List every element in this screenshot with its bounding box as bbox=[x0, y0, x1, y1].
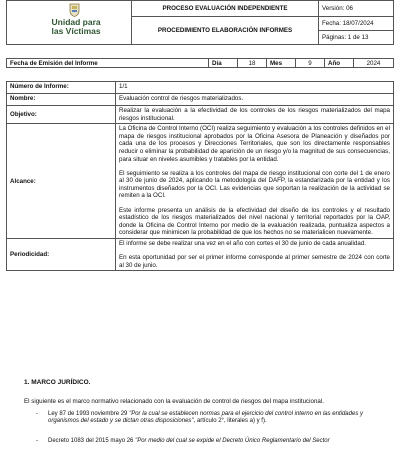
scope-value bbox=[116, 124, 394, 239]
legal-bullet bbox=[36, 411, 376, 425]
periodicity-paragraph: En esta oportunidad por ser el primer informe corresponde al primer semestre de 2024 con corte al 30 de junio. bbox=[119, 254, 390, 269]
coat-of-arms-icon bbox=[69, 3, 80, 17]
bullet-text: Ley 87 de 1993 noviembre 29 "Por la cual se establecen normas para el ejercicio del control interno en las entidades y organismos del estado y se dictan otras disposiciones", artículo 2°, literales a) y f). bbox=[48, 411, 363, 425]
day-label: Día bbox=[209, 59, 238, 68]
objective-label: Objetivo: bbox=[7, 106, 116, 124]
report-name-value: Evaluación control de riesgos materializados. bbox=[116, 94, 394, 106]
bullet-text: Decreto 1083 del 2015 mayo 26 "Por medio del cual se expide el Decreto Único Reglamentario del Sector bbox=[48, 438, 330, 444]
scope-paragraph: El seguimiento se realiza a los controles del mapa de riesgo institucional con corte del 1 de enero al 30 de junio de 2024, aplicando la metodología del DAFP, la estandarizada por la entidad y los instrumentos diseñados por la OCI. Las evidencias que soportan la realización de la actividad se remiten a la OCI. bbox=[119, 169, 390, 200]
report-name-label: Nombre: bbox=[7, 94, 116, 106]
legal-bullet bbox=[36, 438, 376, 445]
month-label: Mes bbox=[267, 59, 296, 68]
year-label: Año bbox=[325, 59, 354, 68]
emission-date-table bbox=[6, 58, 394, 68]
bullet-dash: - bbox=[36, 438, 38, 444]
section-intro: El siguiente es el marco normativo relacionado con la evaluación de control de riesgos del mapa institucional. bbox=[24, 398, 324, 405]
scope-paragraph: La Oficina de Control Interno (OCI) realiza seguimiento y evaluación a los controles definidos en el mapa de riesgos institucional aprobados por la Oficina Asesora de Planeación y diseñados por cada una de los procesos y Direcciones Territoriales, que son los directamente responsables reducir o eliminar la probabilidad de aparición de un riesgo y/o la magnitud de sus consecuencias, para situar en niveles asumibles y tratables por la entidad. bbox=[119, 125, 390, 163]
day-value: 18 bbox=[238, 59, 267, 68]
periodicity-paragraph: El informe se debe realizar una vez en el año con cortes el 30 de junio de cada anualidad. bbox=[119, 239, 366, 247]
objective-value: Realizar la evaluación a la efectividad de los controles de los riesgos materializados del mapa riesgos institucional. bbox=[116, 106, 394, 124]
periodicity-value bbox=[116, 238, 394, 270]
month-value: 9 bbox=[296, 59, 325, 68]
version-text: Versión: 06 bbox=[319, 1, 394, 17]
document-header bbox=[6, 0, 394, 45]
scope-paragraph: Este informe presenta un análisis de la efectividad del diseño de los controles y el resultado estadístico de los riesgos materializados del nivel nacional y territorial reportados por la OAP, donde la Oficina de Control Interno por medio de la evaluación realizada, puntualiza aspectos a considerar que minimicen la probabilidad de que los hechos no se materialicen nuevamente. bbox=[119, 206, 390, 237]
logo-text: Unidad para las Víctimas bbox=[51, 16, 101, 36]
procedure-title: PROCEDIMIENTO ELABORACIÓN INFORMES bbox=[132, 17, 319, 45]
pages-text: Páginas: 1 de 13 bbox=[319, 31, 394, 45]
bullet-dash: - bbox=[36, 411, 38, 417]
periodicity-label: Periodicidad: bbox=[7, 238, 116, 270]
report-number-value: 1/1 bbox=[116, 82, 394, 94]
scope-label: Alcance: bbox=[7, 124, 116, 239]
report-table bbox=[6, 81, 394, 271]
process-title: PROCESO EVALUACIÓN INDEPENDIENTE bbox=[132, 1, 319, 17]
year-value: 2024 bbox=[354, 59, 394, 68]
logo-cell bbox=[7, 1, 132, 45]
report-number-label: Número de Informe: bbox=[7, 82, 116, 94]
section-title: 1. MARCO JURÍDICO. bbox=[24, 379, 91, 386]
date-text: Fecha: 18/07/2024 bbox=[319, 17, 394, 31]
emission-label: Fecha de Emisión del Informe bbox=[7, 59, 209, 68]
